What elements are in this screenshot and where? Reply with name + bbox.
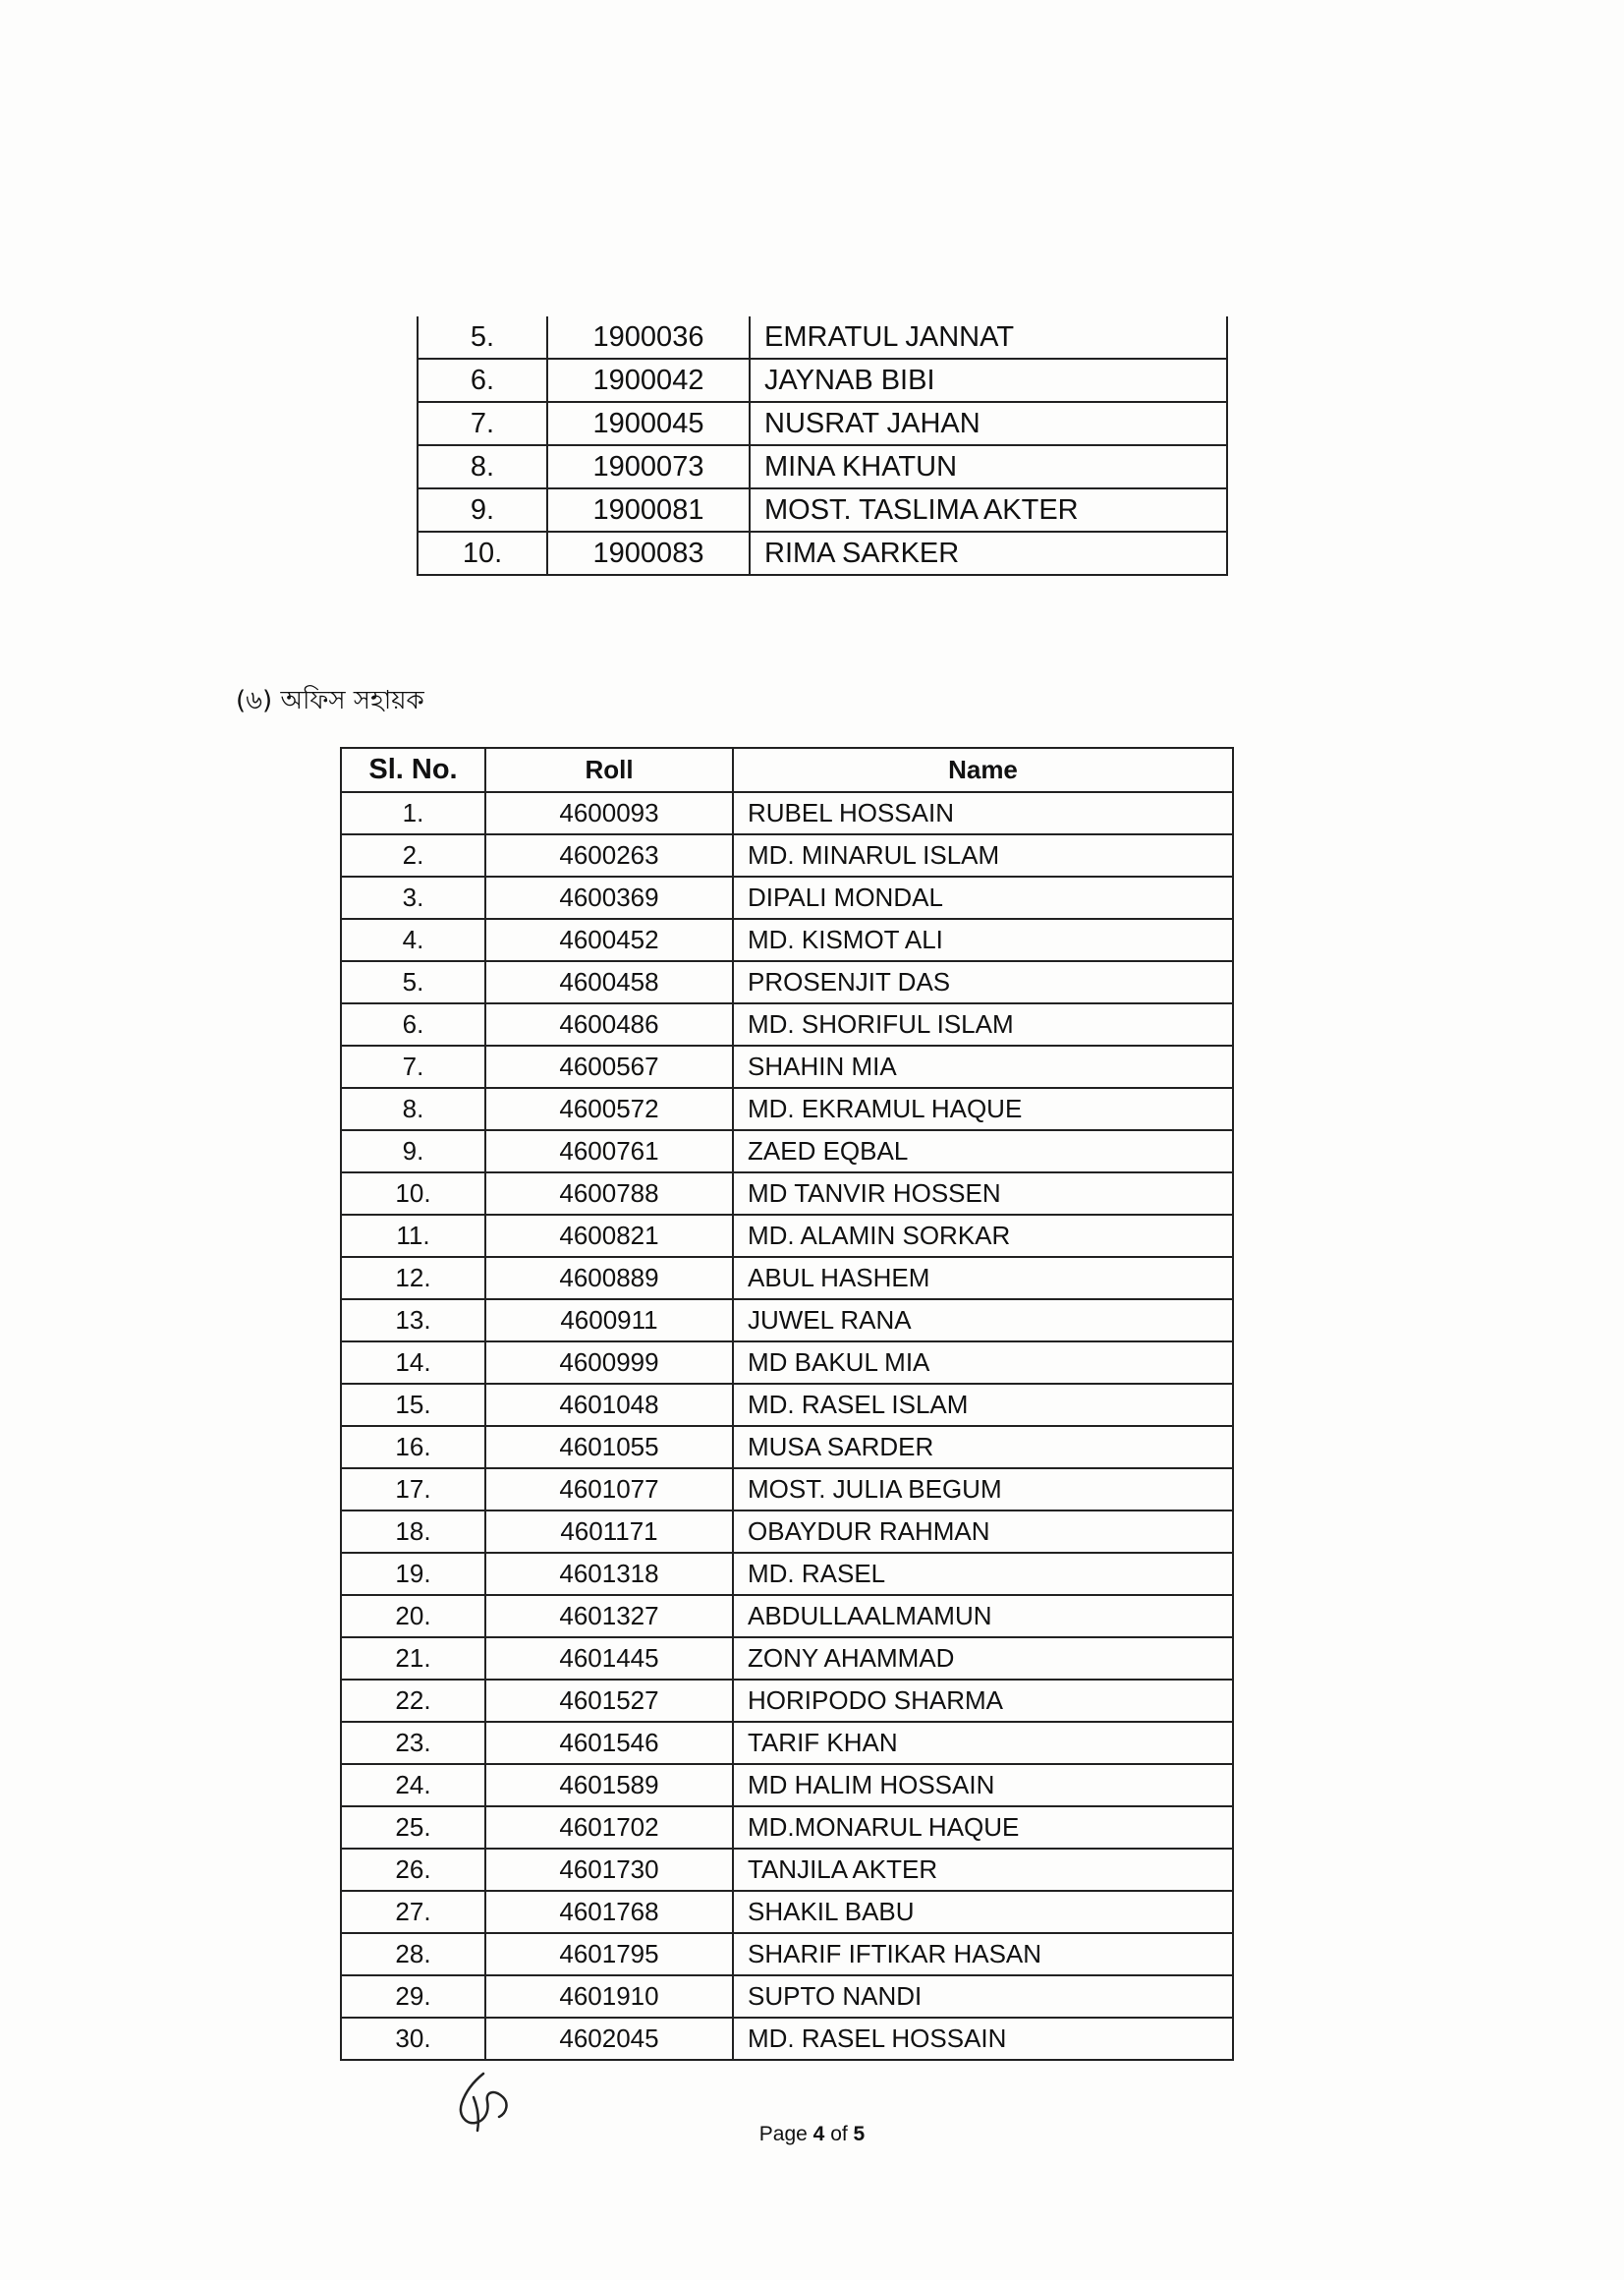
cell-sl-no: 18. bbox=[341, 1510, 485, 1553]
table-header-row bbox=[341, 748, 1233, 792]
cell-sl-no: 9. bbox=[341, 1130, 485, 1172]
table-row bbox=[341, 919, 1233, 961]
table-row bbox=[341, 1680, 1233, 1722]
section-heading: (৬) অফিস সহায়ক bbox=[236, 686, 424, 715]
cell-roll: 1900081 bbox=[547, 488, 750, 532]
table-row bbox=[341, 1468, 1233, 1510]
cell-sl-no: 3. bbox=[341, 877, 485, 919]
table-row bbox=[341, 1764, 1233, 1806]
cell-roll: 4600999 bbox=[485, 1341, 733, 1384]
cell-sl-no: 23. bbox=[341, 1722, 485, 1764]
table-row bbox=[341, 792, 1233, 834]
cell-name: TARIF KHAN bbox=[733, 1722, 1233, 1764]
table-row bbox=[341, 1130, 1233, 1172]
cell-sl-no: 28. bbox=[341, 1933, 485, 1975]
cell-name: MD. SHORIFUL ISLAM bbox=[733, 1003, 1233, 1046]
cell-name: MD. RASEL bbox=[733, 1553, 1233, 1595]
cell-roll: 1900042 bbox=[547, 359, 750, 402]
cell-sl-no: 30. bbox=[341, 2018, 485, 2060]
cell-roll: 4600761 bbox=[485, 1130, 733, 1172]
cell-sl-no: 26. bbox=[341, 1849, 485, 1891]
cell-roll: 4601768 bbox=[485, 1891, 733, 1933]
table-row bbox=[341, 1384, 1233, 1426]
cell-roll: 4600369 bbox=[485, 877, 733, 919]
cell-name: ZAED EQBAL bbox=[733, 1130, 1233, 1172]
page-label: Page bbox=[758, 2123, 808, 2145]
table-row bbox=[418, 488, 1227, 532]
cell-roll: 4601546 bbox=[485, 1722, 733, 1764]
cell-sl-no: 15. bbox=[341, 1384, 485, 1426]
cell-name: JAYNAB BIBI bbox=[750, 359, 1227, 402]
page-number-footer bbox=[0, 2123, 1624, 2146]
cell-sl-no: 8. bbox=[341, 1088, 485, 1130]
table-row bbox=[341, 1891, 1233, 1933]
cell-roll: 4601730 bbox=[485, 1849, 733, 1891]
cell-name: DIPALI MONDAL bbox=[733, 877, 1233, 919]
cell-sl-no: 5. bbox=[341, 961, 485, 1003]
total-page-count: 5 bbox=[853, 2123, 866, 2145]
cell-name: MD TANVIR HOSSEN bbox=[733, 1172, 1233, 1215]
table-row bbox=[341, 1172, 1233, 1215]
table-row bbox=[341, 1553, 1233, 1595]
cell-sl-no: 13. bbox=[341, 1299, 485, 1341]
cell-roll: 4600572 bbox=[485, 1088, 733, 1130]
cell-sl-no: 29. bbox=[341, 1975, 485, 2018]
table-row bbox=[341, 1426, 1233, 1468]
cell-roll: 4601171 bbox=[485, 1510, 733, 1553]
cell-roll: 4600263 bbox=[485, 834, 733, 877]
cell-roll: 4600093 bbox=[485, 792, 733, 834]
cell-roll: 4601048 bbox=[485, 1384, 733, 1426]
of-label: of bbox=[830, 2123, 848, 2145]
table-row bbox=[341, 1046, 1233, 1088]
table-row bbox=[341, 1257, 1233, 1299]
cell-sl-no: 7. bbox=[418, 402, 547, 445]
cell-roll: 1900036 bbox=[547, 316, 750, 359]
cell-sl-no: 11. bbox=[341, 1215, 485, 1257]
cell-roll: 1900073 bbox=[547, 445, 750, 488]
cell-name: SHAKIL BABU bbox=[733, 1891, 1233, 1933]
cell-roll: 4600911 bbox=[485, 1299, 733, 1341]
table-row bbox=[341, 1722, 1233, 1764]
table-row bbox=[341, 1975, 1233, 2018]
office-assistant-table-body bbox=[341, 792, 1233, 2060]
cell-roll: 4600486 bbox=[485, 1003, 733, 1046]
cell-name: EMRATUL JANNAT bbox=[750, 316, 1227, 359]
table-row bbox=[341, 834, 1233, 877]
cell-roll: 4600889 bbox=[485, 1257, 733, 1299]
cell-name: SHARIF IFTIKAR HASAN bbox=[733, 1933, 1233, 1975]
cell-roll: 4601795 bbox=[485, 1933, 733, 1975]
cell-roll: 4601077 bbox=[485, 1468, 733, 1510]
cell-name: JUWEL RANA bbox=[733, 1299, 1233, 1341]
cell-name: RUBEL HOSSAIN bbox=[733, 792, 1233, 834]
table-row bbox=[341, 1299, 1233, 1341]
cell-sl-no: 14. bbox=[341, 1341, 485, 1384]
table-row bbox=[341, 2018, 1233, 2060]
cell-roll: 1900045 bbox=[547, 402, 750, 445]
cell-name: MUSA SARDER bbox=[733, 1426, 1233, 1468]
cell-sl-no: 17. bbox=[341, 1468, 485, 1510]
column-header-sl-no: Sl. No. bbox=[341, 748, 485, 792]
cell-roll: 4601910 bbox=[485, 1975, 733, 2018]
cell-name: MD. EKRAMUL HAQUE bbox=[733, 1088, 1233, 1130]
cell-name: MD. KISMOT ALI bbox=[733, 919, 1233, 961]
cell-sl-no: 5. bbox=[418, 316, 547, 359]
table-row bbox=[418, 402, 1227, 445]
cell-name: MD. RASEL HOSSAIN bbox=[733, 2018, 1233, 2060]
cell-name: MOST. TASLIMA AKTER bbox=[750, 488, 1227, 532]
cell-sl-no: 10. bbox=[341, 1172, 485, 1215]
column-header-name: Name bbox=[733, 748, 1233, 792]
column-header-roll: Roll bbox=[485, 748, 733, 792]
table-row bbox=[341, 1849, 1233, 1891]
cell-name: MINA KHATUN bbox=[750, 445, 1227, 488]
table-row bbox=[341, 1088, 1233, 1130]
cell-name: SHAHIN MIA bbox=[733, 1046, 1233, 1088]
cell-sl-no: 1. bbox=[341, 792, 485, 834]
cell-name: MD.MONARUL HAQUE bbox=[733, 1806, 1233, 1849]
cell-roll: 1900083 bbox=[547, 532, 750, 575]
cell-name: ZONY AHAMMAD bbox=[733, 1637, 1233, 1680]
cell-name: ABDULLAALMAMUN bbox=[733, 1595, 1233, 1637]
cell-name: SUPTO NANDI bbox=[733, 1975, 1233, 2018]
cell-sl-no: 12. bbox=[341, 1257, 485, 1299]
table-row bbox=[341, 1637, 1233, 1680]
table-row bbox=[341, 1595, 1233, 1637]
cell-sl-no: 21. bbox=[341, 1637, 485, 1680]
cell-name: MD HALIM HOSSAIN bbox=[733, 1764, 1233, 1806]
cell-name: HORIPODO SHARMA bbox=[733, 1680, 1233, 1722]
table-row bbox=[341, 1003, 1233, 1046]
cell-sl-no: 16. bbox=[341, 1426, 485, 1468]
cell-sl-no: 22. bbox=[341, 1680, 485, 1722]
table-row bbox=[341, 1933, 1233, 1975]
cell-sl-no: 2. bbox=[341, 834, 485, 877]
table-row bbox=[341, 1341, 1233, 1384]
cell-roll: 4602045 bbox=[485, 2018, 733, 2060]
cell-name: PROSENJIT DAS bbox=[733, 961, 1233, 1003]
table-row bbox=[341, 1806, 1233, 1849]
cell-name: MD. MINARUL ISLAM bbox=[733, 834, 1233, 877]
cell-name: RIMA SARKER bbox=[750, 532, 1227, 575]
cell-sl-no: 20. bbox=[341, 1595, 485, 1637]
table-row bbox=[418, 316, 1227, 359]
cell-sl-no: 24. bbox=[341, 1764, 485, 1806]
cell-roll: 4600458 bbox=[485, 961, 733, 1003]
cell-roll: 4601327 bbox=[485, 1595, 733, 1637]
cell-name: TANJILA AKTER bbox=[733, 1849, 1233, 1891]
cell-sl-no: 27. bbox=[341, 1891, 485, 1933]
candidate-table-continued bbox=[417, 316, 1228, 576]
cell-sl-no: 9. bbox=[418, 488, 547, 532]
cell-name: OBAYDUR RAHMAN bbox=[733, 1510, 1233, 1553]
cell-roll: 4600821 bbox=[485, 1215, 733, 1257]
cell-roll: 4601527 bbox=[485, 1680, 733, 1722]
cell-roll: 4600567 bbox=[485, 1046, 733, 1088]
cell-name: MD. ALAMIN SORKAR bbox=[733, 1215, 1233, 1257]
cell-sl-no: 19. bbox=[341, 1553, 485, 1595]
cell-name: ABUL HASHEM bbox=[733, 1257, 1233, 1299]
table-row bbox=[418, 359, 1227, 402]
candidate-table-continued-body bbox=[418, 316, 1227, 575]
table-row bbox=[341, 1510, 1233, 1553]
table-row bbox=[418, 532, 1227, 575]
cell-sl-no: 7. bbox=[341, 1046, 485, 1088]
cell-roll: 4601445 bbox=[485, 1637, 733, 1680]
cell-roll: 4601702 bbox=[485, 1806, 733, 1849]
cell-sl-no: 10. bbox=[418, 532, 547, 575]
cell-roll: 4600788 bbox=[485, 1172, 733, 1215]
cell-roll: 4601055 bbox=[485, 1426, 733, 1468]
table-row bbox=[418, 445, 1227, 488]
cell-name: NUSRAT JAHAN bbox=[750, 402, 1227, 445]
cell-name: MD. RASEL ISLAM bbox=[733, 1384, 1233, 1426]
office-assistant-table bbox=[340, 747, 1234, 2061]
cell-name: MOST. JULIA BEGUM bbox=[733, 1468, 1233, 1510]
cell-sl-no: 4. bbox=[341, 919, 485, 961]
current-page-number: 4 bbox=[812, 2123, 825, 2145]
cell-roll: 4600452 bbox=[485, 919, 733, 961]
cell-sl-no: 8. bbox=[418, 445, 547, 488]
cell-roll: 4601589 bbox=[485, 1764, 733, 1806]
cell-sl-no: 25. bbox=[341, 1806, 485, 1849]
table-row bbox=[341, 961, 1233, 1003]
table-row bbox=[341, 1215, 1233, 1257]
cell-sl-no: 6. bbox=[418, 359, 547, 402]
cell-roll: 4601318 bbox=[485, 1553, 733, 1595]
table-row bbox=[341, 877, 1233, 919]
cell-sl-no: 6. bbox=[341, 1003, 485, 1046]
cell-name: MD BAKUL MIA bbox=[733, 1341, 1233, 1384]
